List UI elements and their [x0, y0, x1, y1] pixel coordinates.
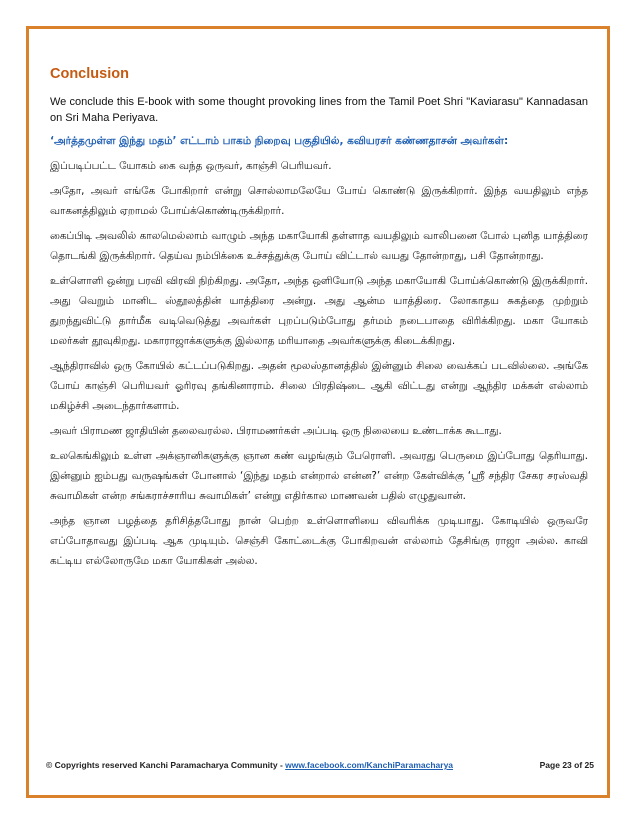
body-paragraph-2: அதோ, அவர் எங்கே போகிறார் என்று சொல்லாமலேயே போய் கொண்டு இருக்கிறார். இந்த வயதிலும் எந்த வாகனத்திலும் ஏறாமல் போய்க்கொண்டிருக்கிறார். — [50, 185, 588, 217]
page-total: 25 — [584, 760, 594, 770]
page-of: of — [571, 760, 585, 770]
body-paragraph-8: அந்த ஞான பழத்தை தரிசித்தபோது நான் பெற்ற உள்ளொளியை விவரிக்க முடியாது. கோடியில் ஒருவரே எப்போதாவது இப்படி ஆக முடியும். செஞ்சி கோட்டைக்கு போகிறவன் எல்லாம் தேசிங்கு ராஜா அல்ல. காவி கட்டிய எல்லோருமே மகா யோகிகள் அல்ல. — [50, 515, 588, 567]
section-subheading: ‘அர்த்தமுள்ள இந்து மதம்’ எட்டாம் பாகம் நிறைவு பகுதியில், கவியரசர் கண்ணதாசன் அவர்கள்: — [50, 135, 509, 147]
facebook-link[interactable]: www.facebook.com/KanchiParamacharya — [285, 760, 454, 770]
page-title: Conclusion — [50, 66, 129, 82]
body-paragraph-1: இப்படிப்பட்ட யோகம் கை வந்த ஒருவர், காஞ்சி பெரியவர். — [50, 160, 332, 172]
intro-paragraph: We conclude this E-book with some thought provoking lines from the Tamil Poet Shri "Kaviarasu" Kannadasan on Sri Maha Periyava. — [50, 96, 588, 124]
page-number — [540, 760, 594, 770]
page-current: 23 — [562, 760, 572, 770]
document-body — [50, 66, 588, 576]
footer-copyright — [46, 760, 453, 770]
copyright-text: © Copyrights reserved Kanchi Paramacharya Community - — [46, 760, 286, 770]
body-paragraph-7: உலகெங்கிலும் உள்ள அக்ஞானிகளுக்கு ஞான கண் வழங்கும் பேரொளி. அவரது பெருமை இப்போது தெரியாது. இன்னும் ஐம்பது வருஷங்கள் போனால் ‘இந்து மதம் என்றால் என்ன?’ என்ற கேள்விக்கு ‘ஸ்ரீ சந்திர சேகர சரஸ்வதி சுவாமிகள் என்ற சங்கராச்சாரிய சுவாமிகள்’ என்று எதிர்கால மாணவன் பதில் எழுதுவான். — [50, 450, 588, 502]
body-paragraph-3: கைப்பிடி அவலில் காலமெல்லாம் வாழும் அந்த மகாயோகி தள்ளாத வயதிலும் வாலிபனை போல் புனித யாத்திரை தொடங்கி இருக்கிறார். தெய்வ நம்பிக்கை உச்சத்துக்கு போய் விட்டால் வயது தோன்றாது, பசி தோன்றாது. — [50, 230, 588, 262]
page-prefix: Page — [539, 760, 563, 770]
body-paragraph-6: அவர் பிராமண ஜாதியின் தலைவரல்ல. பிராமணர்கள் அப்படி ஒரு நிலையை உண்டாக்க கூடாது. — [50, 425, 502, 437]
page-footer — [46, 760, 594, 770]
body-paragraph-4: உள்ளொளி ஒன்று பரவி விரவி நிற்கிறது. அதோ, அந்த ஒளியோடு அந்த மகாயோகி போய்க்கொண்டு இருக்கிறார். அது வெறும் மானிட ஸ்தூலத்தின் யாத்திரை அன்று. அது ஆன்ம யாத்திரை. லோகாதய சுகத்தை முற்றும் துறந்துவிட்டு தார்மீக வடிவெடுத்து அவர்கள் புறப்படும்போது தர்மம் நடைபாதை விரிக்கிறது. மகா யோகம் மலர்கள் தூவுகிறது. மகாராஜாக்களுக்கு இல்லாத மரியாதை அவர்களுக்கு கிடைக்கிறது. — [50, 275, 588, 347]
body-paragraph-5: ஆந்திராவில் ஒரு கோயில் கட்டப்படுகிறது. அதன் மூலஸ்தானத்தில் இன்னும் சிலை வைக்கப் படவில்லை. அங்கே போய் காஞ்சி பெரியவர் ஓரிரவு தங்கினாராம். சிலை பிரதிஷ்டை ஆகி விட்டது என்று ஆந்திர மக்கள் எல்லாம் மகிழ்ச்சி அடைந்தார்களாம். — [50, 360, 588, 412]
